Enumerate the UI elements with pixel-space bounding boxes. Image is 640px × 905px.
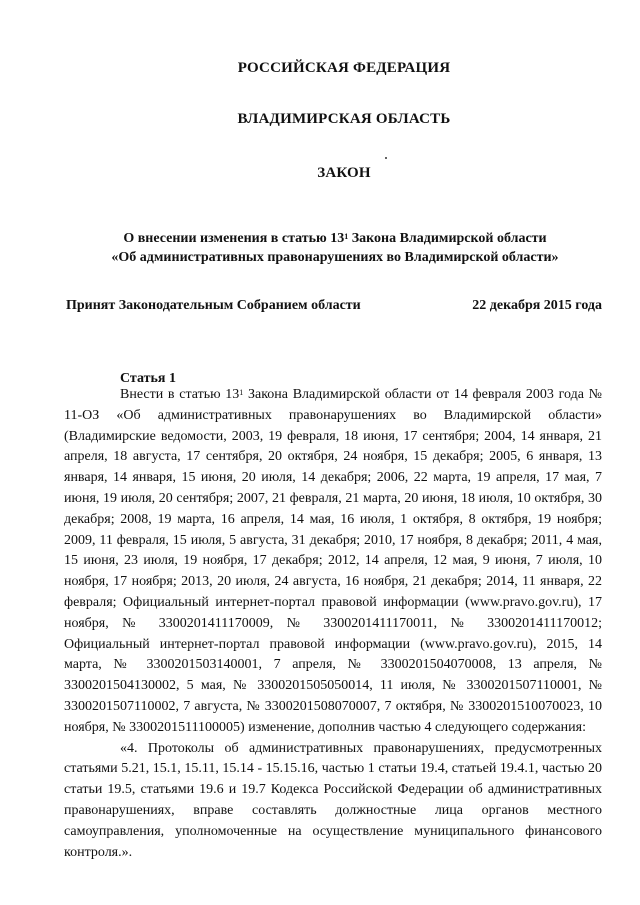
- scan-speck: [385, 157, 387, 159]
- law-title: [70, 229, 600, 267]
- article-paragraph-2: «4. Протоколы об административных правонарушениях, предусмотренных статьями 5.21, 15.1, 15.11, 15.14 - 15.15.16, частью 1 статьи 19.4, статьей 19.4.1, частью 20 статьи 19.5, статьями 19.6 и 19.7 Кодекса Российской Федерации об административных правонарушениях, вправе составлять должностные лица органов местного самоуправления, уполномоченные на осуществление муниципального финансового контроля.».: [64, 740, 602, 860]
- article-heading: Статья 1: [120, 371, 176, 386]
- article-paragraph-1: [64, 385, 602, 739]
- title-text-part-2: Закона Владимирской области: [348, 231, 547, 246]
- adoption-label: Принят Законодательным Собранием области: [66, 298, 361, 313]
- country-heading: РОССИЙСКАЯ ФЕДЕРАЦИЯ: [237, 60, 451, 76]
- paragraph-1-part-1: Внести в статью 13: [120, 387, 240, 402]
- document-type-heading: ЗАКОН: [317, 165, 371, 181]
- law-title-line-1: [70, 229, 600, 248]
- paragraph-1-part-2: Закона Владимирской области от 14 февраля 2003 года № 11-ОЗ «Об административных правонарушениях во Владимирской области» (Владимирские ведомости, 2003, 19 февраля, 18 июня, 17 сентября; 2004, 14 января, 21 апреля, 18 августа, 17 сентября, 20 октября, 24 ноября, 15 декабря; 2005, 6 января, 13 января, 14 января, 15 июня, 20 июля, 14 декабря; 2006, 22 марта, 19 апреля, 17 мая, 7 июня, 19 июля, 20 сентября; 2007, 21 февраля, 21 марта, 20 июня, 18 июля, 10 октября, 30 декабря; 2008, 19 марта, 16 апреля, 14 мая, 16 июля, 1 октября, 8 октября, 19 ноября; 2009, 11 февраля, 15 июля, 5 августа, 31 декабря; 2010, 17 ноября, 8 декабря; 2011, 4 мая, 15 июня, 23 июля, 19 ноября, 17 декабря; 2012, 14 апреля, 12 мая, 9 июня, 7 июля, 10 ноября, 17 ноября; 2013, 20 июля, 24 августа, 16 ноября, 21 декабря; 2014, 11 января, 22 февраля; Официальный интернет-портал правовой информации (www.pravo.gov.ru), 17 ноября, № 3300201411170009, № 3300201411170011, № 3300201411170012; Официальный интернет-портал правовой информации (www.pravo.gov.ru), 2015, 14 марта, № 3300201503140001, 7 апреля, № 3300201504070008, 13 апреля, № 3300201504130002, 5 мая, № 3300201505050014, 11 июля, № 3300201507110001, № 3300201507110002, 7 августа, № 3300201508070007, 7 октября, № 3300201510070023, 10 ноября, № 3300201511100005) изменение, дополнив частью 4 следующего содержания:: [64, 387, 602, 735]
- region-heading: ВЛАДИМИРСКАЯ ОБЛАСТЬ: [237, 111, 451, 127]
- article-body: [64, 385, 602, 863]
- paragraph-1-superscript: 1: [239, 388, 244, 397]
- title-superscript: 1: [344, 232, 349, 241]
- title-text-part-1: О внесении изменения в статью 13: [123, 231, 345, 246]
- adoption-date: 22 декабря 2015 года: [472, 298, 602, 313]
- adoption-line: [66, 298, 602, 314]
- law-title-line-2: «Об административных правонарушениях во Владимирской области»: [111, 250, 559, 265]
